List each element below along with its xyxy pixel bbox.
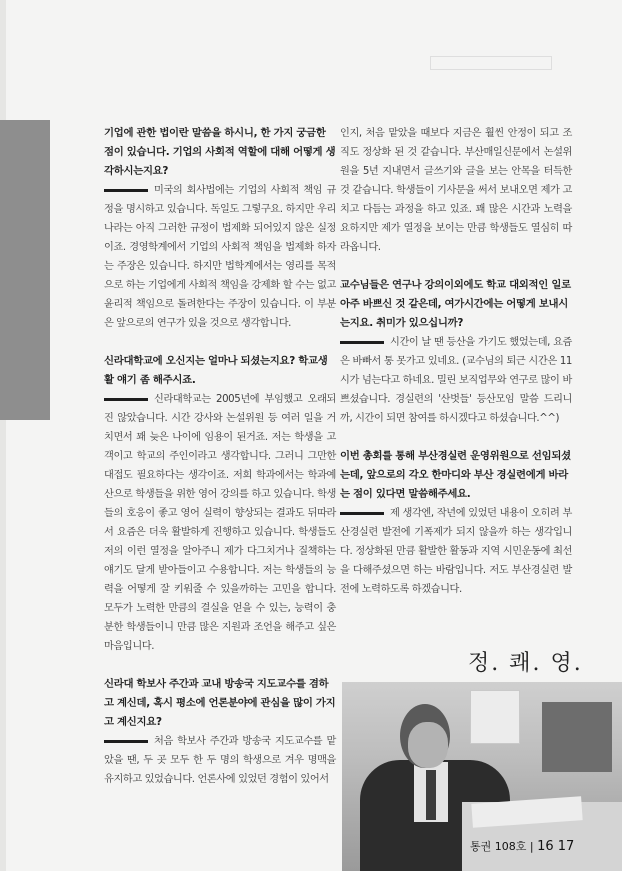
calendar-icon [470,690,520,744]
right-column [340,124,572,599]
question-5: 이번 총회를 통해 부산경실련 운영위원으로 선임되셨는데, 앞으로의 각오 한마디와 부산 경실련에게 바라는 점이 있다면 말씀해주세요. [340,450,571,500]
answer-4: 시간이 날 땐 등산을 가기도 했었는데, 요즘은 바빠서 통 못가고 있네요. (교수님의 퇴근 시간은 11시가 넘는다고 하네요. 밀린 보직업무와 연구로 많이 바쁘셨습니다. 경실련의 '산벗들' 등산모임 말씀 드리니까, 시간이 되면 참여를 하시겠다고 하셨습니다.^^) [340,337,572,424]
question-1: 기업에 관한 법이란 말씀을 하시니, 한 가지 궁금한 점이 있습니다. 기업의 사회적 역할에 대해 어떻게 생각하시는지요? [104,127,336,177]
photo-face [408,722,448,768]
footer-separator: | [529,840,534,853]
issue-number: 통권 108호 [470,840,527,853]
question-4: 교수님들은 연구나 강의이외에도 학교 대외적인 일로 아주 바쁘신 것 같은데, 여가시간에는 어떻게 보내시는지요. 취미가 있으십니까? [340,279,571,329]
decorative-side-bar [0,120,50,420]
answer-dash [104,189,148,192]
page-numbers: 16 17 [537,839,575,854]
answer-3-continued: 인지, 처음 맡았을 때보다 지금은 훨씬 안정이 되고 조직도 정상화 된 것 같습니다. 부산매일신문에서 논설위원을 5년 지내면서 글쓰기와 글을 보는 안목을 터득한 것 같습니다. 학생들이 기사문을 써서 보내오면 제가 고치고 다듬는 과정을 하고 있죠. 꽤 많은 시간과 노력을 요하지만 제가 열정을 보이는 만큼 학생들도 열심히 따라옵니다. [340,128,572,253]
faded-header-box [430,56,552,70]
monitor-icon [542,702,612,772]
question-3: 신라대 학보사 주간과 교내 방송국 지도교수를 겸하고 계신데, 혹시 평소에 언론분야에 관심을 많이 가지고 계신지요? [104,678,336,728]
answer-dash [340,512,384,515]
interviewee-name: 정. 쾌. 영. [468,651,583,676]
answer-3: 처음 학보사 주간과 방송국 지도교수를 맡았을 땐, 두 곳 모두 한 두 명의 학생으로 겨우 명맥을 유지하고 있었습니다. 언론사에 있었던 경험이 있어서 [104,736,336,785]
answer-5: 제 생각엔, 작년에 있었던 내용이 오히려 부산경실련 발전에 기폭제가 되지 않을까 하는 생각입니다. 정상화된 만큼 활발한 활동과 지역 시민운동에 최선을 다해주셨으면 하는 바람입니다. 저도 부산경실련 발전에 노력하도록 하겠습니다. [340,508,572,595]
page-footer [470,838,574,854]
answer-dash [104,398,148,401]
left-column [104,124,336,789]
answer-2: 신라대학교는 2005년에 부임했고 오래되진 않았습니다. 시간 강사와 논설위원 등 여러 일을 거치면서 꽤 늦은 나이에 임용이 된거죠. 저는 학생을 고객이고 학교의 주인이라고 생각합니다. 그러니 그만한 대접도 필요하다는 생각이죠. 저희 학과에서는 학과예산으로 학생들을 위한 영어 강의를 하고 있습니다. 학생들의 호응이 좋고 영어 실력이 향상되는 결과도 뒤따라서 요즘은 더욱 활발하게 진행하고 있습니다. 학생들도 저의 이런 열정을 알아주니 제가 다그치거나 질책하는 얘기도 달게 받아들이고 수용합니다. 저는 학생들의 능력을 어떻게 잘 키워줄 수 있을까하는 고민을 합니다. 모두가 노력한 만큼의 결실을 얻을 수 있는, 능력이 충분한 학생들이니 만큼 많은 지원과 조언을 해주고 싶은 마음입니다. [104,394,336,652]
photo-tie [426,770,436,820]
answer-dash [340,341,384,344]
question-2: 신라대학교에 오신지는 얼마나 되셨는지요? 학교생활 얘기 좀 해주시죠. [104,355,328,386]
answer-1: 미국의 회사법에는 기업의 사회적 책임 규정을 명시하고 있습니다. 독일도 그렇구요. 하지만 우리나라는 아직 그러한 규정이 법제화 되어있지 않은 실정이죠. 경영학계에서 기업의 사회적 책임을 법제화 하자는 주장은 있습니다. 하지만 법학계에서는 영리를 목적으로 하는 기업에게 사회적 책임을 강제화 할 수는 없고 윤리적 책임으로 돌려한다는 주장이 있습니다. 이 부분은 앞으로의 연구가 있을 것으로 생각합니다. [104,185,336,329]
answer-dash [104,740,148,743]
